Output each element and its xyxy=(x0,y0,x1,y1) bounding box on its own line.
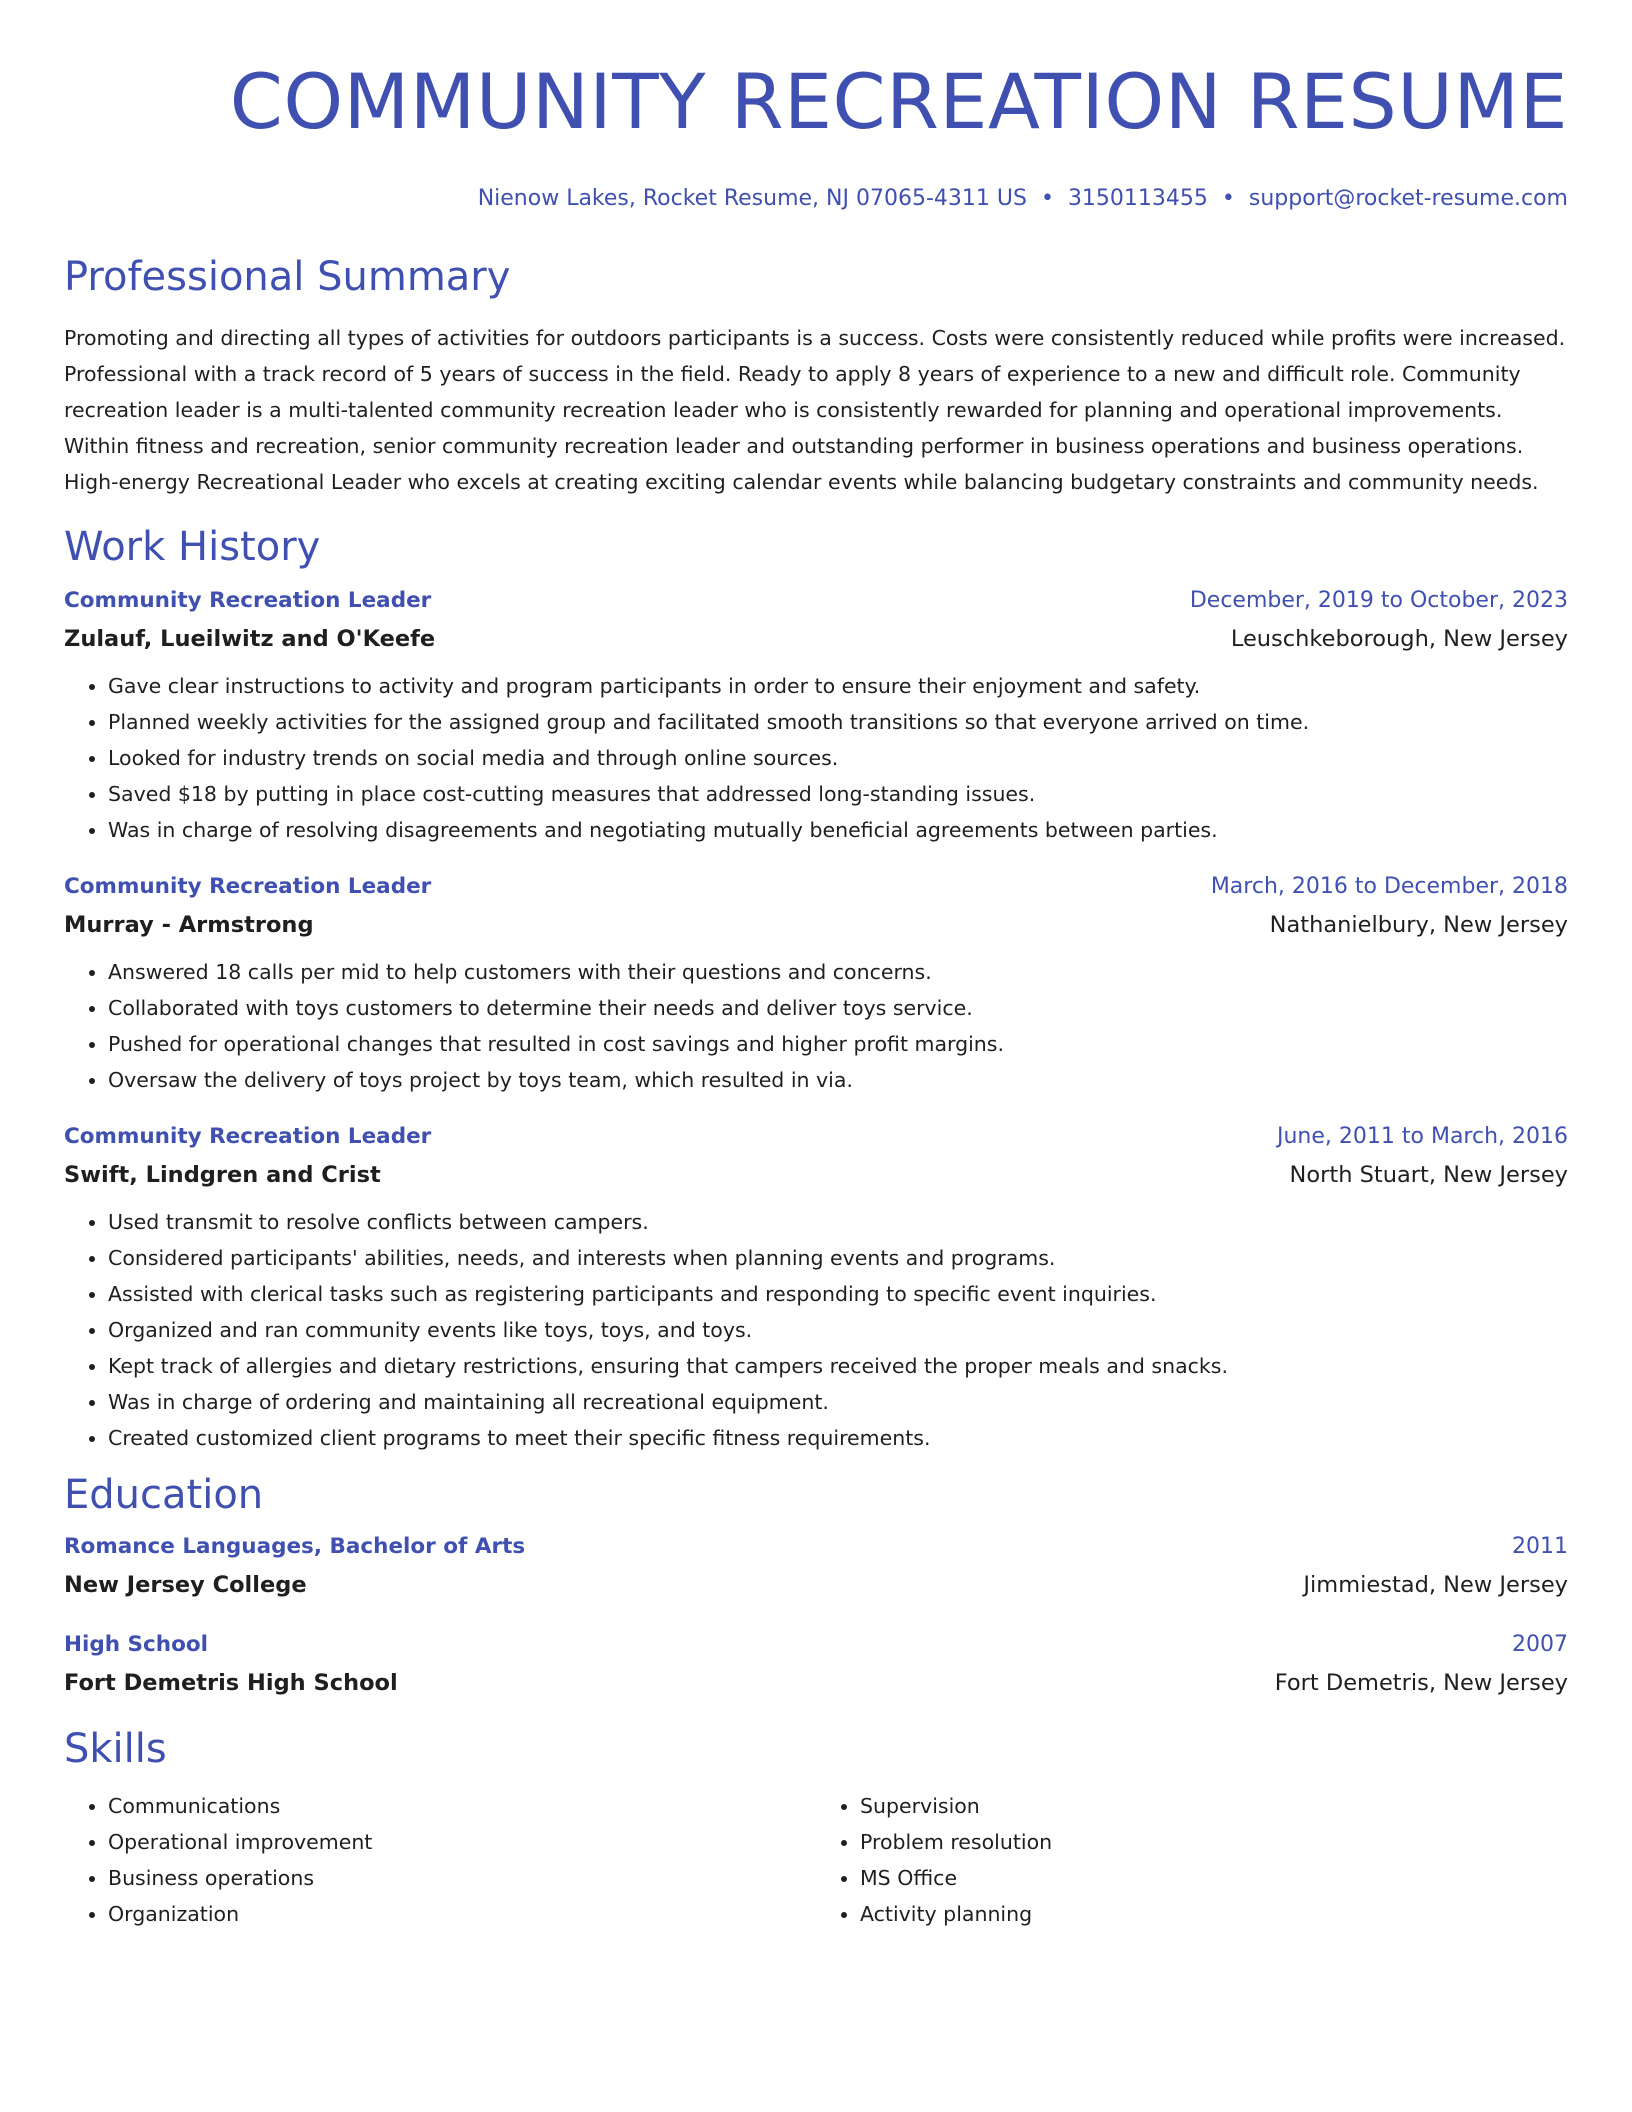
education-entry xyxy=(64,1630,1568,1698)
job-bullet: • Oversaw the delivery of toys project by toys team, which resulted in via. xyxy=(108,1062,1568,1098)
contact-separator: • xyxy=(1040,186,1054,211)
job-company: Zulauf, Lueilwitz and O'Keefe xyxy=(64,626,436,652)
job-bullet: • Planned weekly activities for the assigned group and facilitated smooth transitions so that everyone arrived on time. xyxy=(108,704,1568,740)
section-title-education: Education xyxy=(64,1472,264,1518)
job-title: Community Recreation Leader xyxy=(64,588,432,613)
skills-column-left xyxy=(64,1788,816,1932)
job-bullet: • Pushed for operational changes that resulted in cost savings and higher profit margins. xyxy=(108,1026,1568,1062)
job-entry xyxy=(64,586,1568,848)
job-bullet: • Saved $18 by putting in place cost-cutting measures that addressed long-standing issues. xyxy=(108,776,1568,812)
skill-item: • Problem resolution xyxy=(860,1824,1568,1860)
section-title-summary: Professional Summary xyxy=(64,254,511,300)
education-entry xyxy=(64,1532,1568,1600)
skill-item: • Supervision xyxy=(860,1788,1568,1824)
job-bullet: • Collaborated with toys customers to determine their needs and deliver toys service. xyxy=(108,990,1568,1026)
skill-item: • MS Office xyxy=(860,1860,1568,1896)
job-entry xyxy=(64,872,1568,1098)
job-bullet: • Organized and ran community events like toys, toys, and toys. xyxy=(108,1312,1568,1348)
education-school: New Jersey College xyxy=(64,1572,307,1598)
job-bullet: • Gave clear instructions to activity and program participants in order to ensure their enjoyment and safety. xyxy=(108,668,1568,704)
skills-column-right xyxy=(816,1788,1568,1932)
skill-item: • Operational improvement xyxy=(108,1824,816,1860)
education-degree: Romance Languages, Bachelor of Arts xyxy=(64,1534,526,1559)
education-school: Fort Demetris High School xyxy=(64,1670,398,1696)
contact-phone: 3150113455 xyxy=(1067,186,1208,211)
job-location: North Stuart, New Jersey xyxy=(1289,1162,1568,1188)
job-bullet: • Created customized client programs to meet their specific fitness requirements. xyxy=(108,1420,1568,1456)
contact-line xyxy=(64,184,1568,214)
skill-item: • Activity planning xyxy=(860,1896,1568,1932)
job-bullet: • Considered participants' abilities, needs, and interests when planning events and programs. xyxy=(108,1240,1568,1276)
job-title: Community Recreation Leader xyxy=(64,874,432,899)
skills-list xyxy=(64,1788,1568,1932)
job-dates: March, 2016 to December, 2018 xyxy=(1210,874,1568,899)
job-dates: June, 2011 to March, 2016 xyxy=(1277,1124,1568,1149)
job-location: Leuschkeborough, New Jersey xyxy=(1230,626,1568,652)
skill-item: • Business operations xyxy=(108,1860,816,1896)
section-title-skills: Skills xyxy=(64,1726,167,1772)
job-entry xyxy=(64,1122,1568,1456)
job-bullet: • Answered 18 calls per mid to help customers with their questions and concerns. xyxy=(108,954,1568,990)
education-degree: High School xyxy=(64,1632,208,1657)
education-location: Fort Demetris, New Jersey xyxy=(1274,1670,1568,1696)
section-title-work-history: Work History xyxy=(64,524,321,570)
job-bullet: • Was in charge of ordering and maintaining all recreational equipment. xyxy=(108,1384,1568,1420)
skill-item: • Organization xyxy=(108,1896,816,1932)
job-company: Murray - Armstrong xyxy=(64,912,314,938)
job-bullet: • Looked for industry trends on social media and through online sources. xyxy=(108,740,1568,776)
contact-address: Nienow Lakes, Rocket Resume, NJ 07065-4311 US xyxy=(477,186,1027,211)
skill-item: • Communications xyxy=(108,1788,816,1824)
job-location: Nathanielbury, New Jersey xyxy=(1269,912,1568,938)
education-year: 2011 xyxy=(1512,1534,1568,1559)
resume-title: COMMUNITY RECREATION RESUME xyxy=(229,57,1568,146)
job-bullet: • Kept track of allergies and dietary restrictions, ensuring that campers received the proper meals and snacks. xyxy=(108,1348,1568,1384)
job-bullet: • Used transmit to resolve conflicts between campers. xyxy=(108,1204,1568,1240)
resume-header xyxy=(64,56,1568,214)
job-bullets xyxy=(64,954,1568,1098)
job-dates: December, 2019 to October, 2023 xyxy=(1189,588,1568,613)
job-bullet: • Assisted with clerical tasks such as registering participants and responding to specific event inquiries. xyxy=(108,1276,1568,1312)
education-year: 2007 xyxy=(1512,1632,1568,1657)
job-bullets xyxy=(64,1204,1568,1456)
job-bullets xyxy=(64,668,1568,848)
contact-email: support@rocket-resume.com xyxy=(1248,186,1568,211)
job-title: Community Recreation Leader xyxy=(64,1124,432,1149)
contact-separator: • xyxy=(1221,186,1235,211)
summary-text: Promoting and directing all types of activities for outdoors participants is a success. Costs were consistently reduced while profits were increased. Professional with a track record of 5 years of success in the field. Ready to apply 8 years of experience to a new and difficult role. Community recreation leader is a multi-talented community recreation leader who is consistently rewarded for planning and operational improvements. Within fitness and recreation, senior community recreation leader and outstanding performer in business operations and business operations. High-energy Recreational Leader who excels at creating exciting calendar events while balancing budgetary constraints and community needs. xyxy=(64,326,1566,494)
job-company: Swift, Lindgren and Crist xyxy=(64,1162,381,1188)
education-location: Jimmiestad, New Jersey xyxy=(1303,1572,1568,1598)
job-bullet: • Was in charge of resolving disagreements and negotiating mutually beneficial agreements between parties. xyxy=(108,812,1568,848)
